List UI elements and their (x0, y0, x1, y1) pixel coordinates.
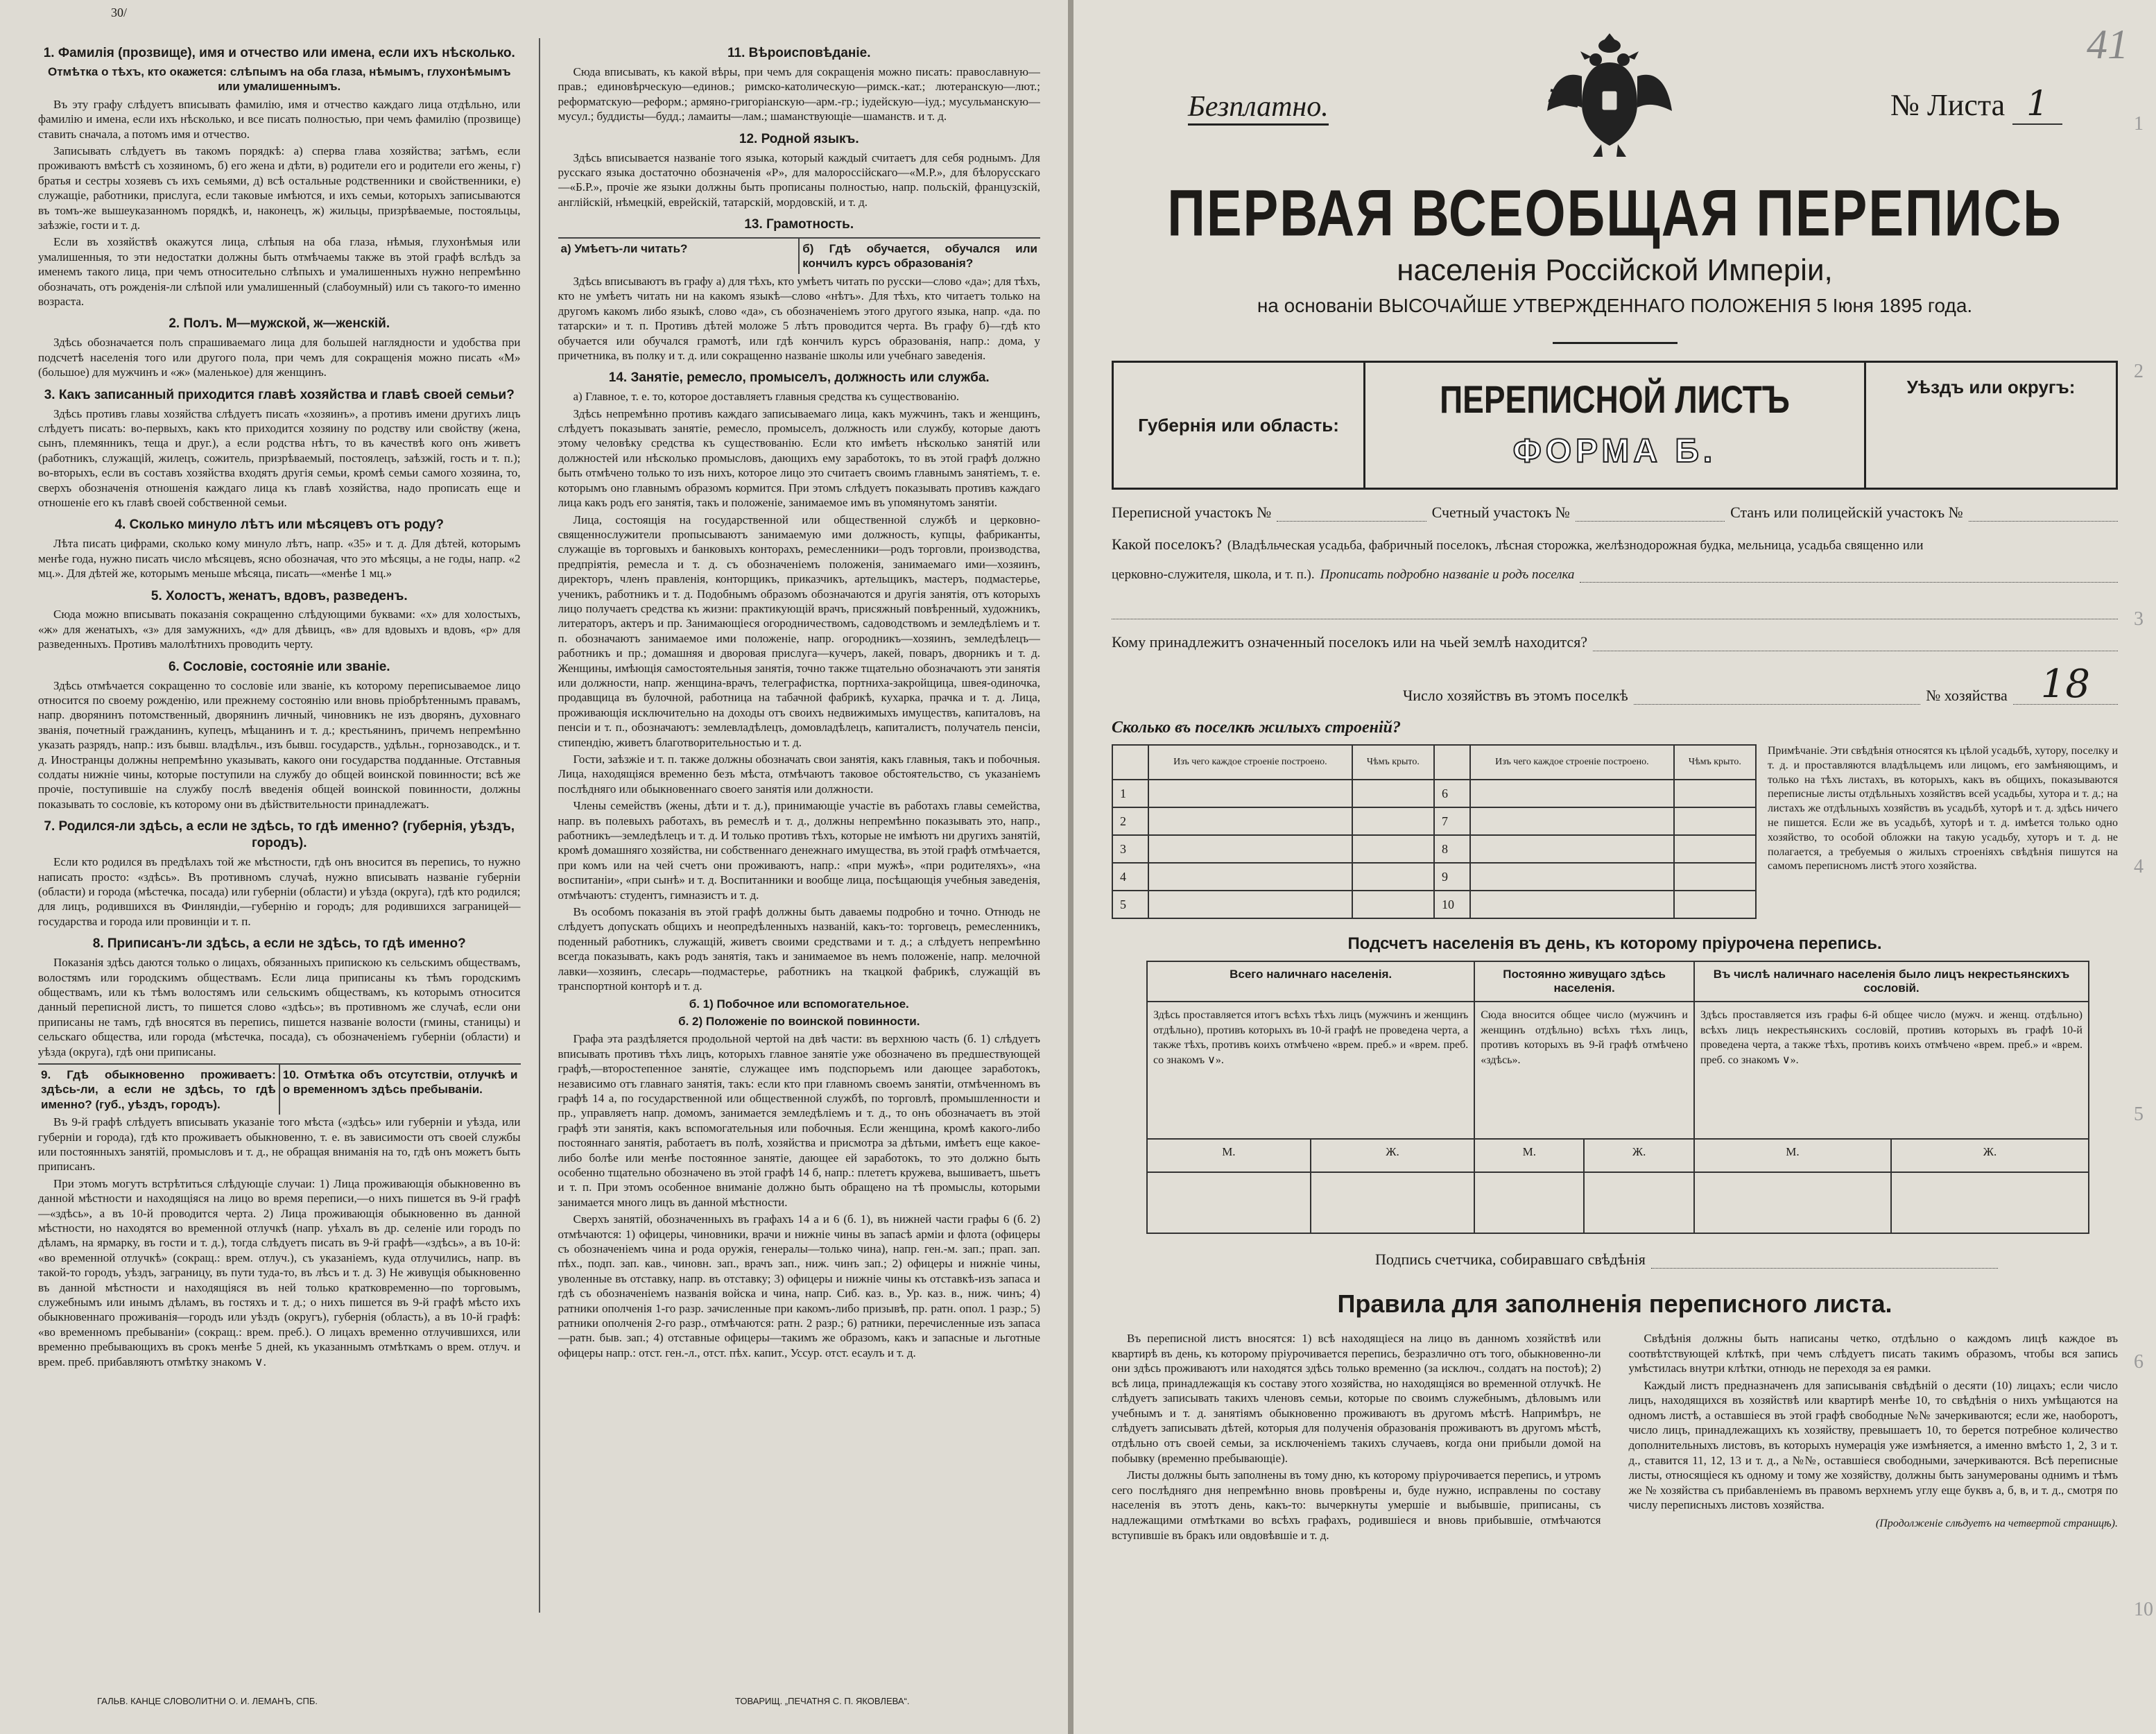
section-14-text: Здѣсь непремѣнно противъ каждаго записываемаго лица, какъ мужчинъ, такъ и женщинъ, слѣдуетъ показывать занятіе, ремесло, промыселъ, должность или службу, которые даютъ этому человѣку средства къ существованію. Если кто имѣетъ нѣсколько занятій или должностей или нѣсколько промысловъ, дающихъ ему заработокъ, то въ этой графѣ должно быть отмѣчено только то изъ нихъ, которое лицо это считаетъ своимъ главнымъ занятіемъ, т. е. которымъ оно главнымъ образомъ кормится. При этомъ слѣдуетъ показывать противъ каждаго лица какъ родъ его занятія, такъ и положеніе, занимаемое имъ въ упомянутомъ занятіи. (558, 406, 1040, 510)
table-row (1112, 835, 1756, 863)
rules-title: Правила для заполненія переписного листа. (1337, 1289, 1892, 1318)
form-id-box (1112, 361, 2118, 490)
sheet-number-value[interactable]: 1 (2012, 83, 2062, 125)
table-cell[interactable] (1352, 807, 1434, 835)
table-cell[interactable] (1470, 863, 1674, 891)
count-cell[interactable] (1147, 1172, 1311, 1233)
sheet-number (1890, 83, 2062, 123)
printer-footer-left: ГАЛЬВ. КАНЦЕ СЛОВОЛИТНИ О. И. ЛЕМАНЪ, СПБ. (97, 1696, 318, 1706)
settlement-instruction: Прописать подробно названіе и родъ поселка (1320, 567, 1575, 582)
form-header (1112, 28, 2118, 160)
form-subtitle: населенія Россійской Имперіи, (1397, 253, 1833, 287)
section-9-text: При этомъ могутъ встрѣтиться слѣдующіе случаи: 1) Лица проживающія обыкновенно въ данной мѣстности и находящіяся на лицо во время переписи,—о нихъ пишется въ 9-й графѣ—«здѣсь», а въ 10-й проводится черта. 2) Лица проживающія обыкновенно въ данной мѣстности, но находятся во временной отлучкѣ (напр. уѣхалъ въ др. селеніе или городъ по дѣламъ, на ярмарку, въ гости и т. д.), тогда слѣдуетъ писать въ 9-й графѣ—«здѣсь», а въ 10-й: «во временной отлучкѣ» (сокращ.: врем. отлуч.), съ указаніемъ, куда отлучились, напр. въ такой-то городъ, уѣздъ, заграницу, въ пути туда-то, въ лѣсъ и т. д. 3) Не живущія обыкновенно въ данной мѣстности и находящіяся въ ней только кратковременно—по торговымъ, служебнымъ или инымъ дѣламъ, въ гостяхъ и т. д.; о нихъ пишется въ 9-й графѣ мѣсто ихъ обыкновеннаго проживанія—городъ или уѣздъ (округъ), губернія (область), а въ 10-й графѣ: «во временномъ пребываніи» (сокращ.: врем. преб.). О лицахъ временно отлучившихся, или временно пребывающихъ въ срокъ менѣе 5 дней, къ указаннымъ отмѣткамъ о врем. отлуч. и врем. преб. прибавляютъ отмѣтку знакомъ ∨. (38, 1176, 521, 1368)
section-12-title: 12. Родной языкъ. (739, 131, 859, 146)
section-13-header (558, 237, 1041, 274)
row-number: 2 (1112, 807, 1148, 835)
non-peasant-desc: Здѣсь проставляется изъ графы 6-й общее число (мужч. и женщ. отдѣльно) всѣхъ лицъ некрестьянскихъ сословій, противъ которыхъ въ графѣ 10-й проведена черта, а также тѣхъ, противъ коихъ отмѣчено «врем. преб.» и «врем. преб. со знакомъ ∨». (1694, 1002, 2089, 1139)
table-cell[interactable] (1470, 807, 1674, 835)
row-number: 6 (1434, 780, 1470, 807)
section-14-text: а) Главное, т. е. то, которое доставляетъ главныя средства къ существованію. (573, 390, 960, 404)
margin-number: 5 (2134, 1104, 2144, 1126)
owner-line (1112, 633, 2118, 651)
section-10-title: 10. Отмѣтка объ отсутствіи, отлучкѣ и о временномъ здѣсь пребываніи. (282, 1067, 518, 1097)
population-count-title: Подсчетъ населенія въ день, къ которому пріурочена перепись. (1347, 934, 1882, 953)
count-cell[interactable] (1584, 1172, 1694, 1233)
form-title: ПЕРВАЯ ВСЕОБЩАЯ ПЕРЕПИСЬ (1167, 176, 2062, 250)
female-header: Ж. (1311, 1139, 1475, 1172)
section-6-text: Здѣсь отмѣчается сокращенно то сословіе или званіе, къ которому переписываемое лицо относится по своему рожденію, или прежнему состоянію или вновь пріобрѣтеннымъ правамъ, напр. дворянинъ потомственный, дворянинъ личный, чиновникъ не изъ дворянъ, духовнаго званія, почетный гражданинъ, купецъ, мѣщанинъ и т. д.; крестьянинъ, причемъ непремѣнно указать разрядъ, напр.: изъ бывш. владѣльч., изъ бывш. государств., удѣльн., горнозаводск., и т. д. Иностранцы должны непремѣнно указывать, какого они государства подданные. Отставныя солдаты нижніе чины, которые поступили на службу до общей воинской повинности; всѣ же прочіе, поступившіе на службу послѣ введенія общей воинской повинности, должны показывать то сословіе, къ которому они въ дѣйствительности принадлежатъ. (38, 678, 521, 811)
female-header: Ж. (1584, 1139, 1694, 1172)
count-cell[interactable] (1891, 1172, 2089, 1233)
police-district-field[interactable] (1969, 508, 2118, 522)
margin-number: 4 (2134, 855, 2144, 877)
row-number: 1 (1112, 780, 1148, 807)
sheet-number-label: № Листа (1890, 88, 2006, 122)
section-3-title: 3. Какъ записанный приходится главѣ хозяйства и главѣ своей семьи? (44, 387, 515, 402)
table-row (1112, 780, 1756, 807)
margin-numbers (2134, 0, 2153, 1734)
section-14-text: Сверхъ занятій, обозначенныхъ въ графахъ 14 а и 6 (б. 1), въ нижней части графы 6 (б. 2) отмѣчаются: 1) офицеры, чиновники, врачи и нижніе чины въ запасѣ арміи и флота (офицеры съ обозначеніемъ чина и рода оружія, генералы—только чина), напр. ген.-м. зап.; прап. зап. пѣх., подп. зап. кав., чиновн. зап., врачъ зап., ниж. чинъ зап.; 2) офицеры и нижніе чины, уволенные въ отставку, напр. въ отставку; 3) офицеры и нижніе чины къ отставкѣ-изъ запаса и гдѣ съ обозначеніемъ названія войска и чина, напр. Сиб. каз. в., Ур. каз. в., ниж. чинъ; 4) ратники ополченія 1-го разр. зачисленные при какомъ-либо призывѣ, пр. ратн. опол. 1 разр.; 5) ратники ополченія 2-го разр., отмѣчаются: ратн. 2 разр.; 6) ратники, перечисленные изъ запаса—ратн. быв. зап.; 4) отставные офицеры—такимъ же образомъ, какъ и запасные и льготные офицеры напр.: отст. ген.-л., отст. пѣх. капит., Уссур. отст. есаулъ и т. д. (558, 1212, 1040, 1359)
owner-label: Кому принадлежитъ означенный поселокъ или на чьей землѣ находится? (1112, 633, 1588, 651)
table-cell[interactable] (1148, 780, 1352, 807)
rule-paragraph: Въ переписной листъ вносятся: 1) всѣ находящіеся на лицо въ данномъ хозяйствѣ или квартирѣ въ день, къ которому пріурочивается перепись, безразлично отъ того, обыкновенно-ли они здѣсь проживаютъ или находятся здѣсь только временно (за исключ., солдатъ на постоѣ); 2) всѣ лица, принадлежащія къ составу этого хозяйства, но находящіяся во временной отлучкѣ. Не слѣдуетъ записывать такихъ членовъ семьи, которые по своимъ служебнымъ, дѣловымъ или учебнымъ и т. д. занятіямъ обыкновенно проживаютъ въ другомъ мѣстѣ. Напримѣръ, не слѣдуетъ записывать дѣтей, которыя для полученія образованія проживаютъ въ другомъ мѣстѣ, отдѣльно отъ своей семьи, за исключеніемъ такихъ случаевъ, когда они прибыли домой на побывку (временно пребывающіе). (1112, 1332, 1601, 1465)
permanent-residents-header: Постоянно живущаго здѣсь населенія. (1474, 961, 1694, 1002)
table-cell[interactable] (1148, 807, 1352, 835)
rules-column-2 (1629, 1331, 2119, 1545)
section-14-text: Лица, состоящія на государственной или общественной службѣ и церковно-священнослужители пропысываютъ занимаемую ими должность, купцы, фабриканты, служащіе въ торговыхъ и банковыхъ конторахъ, ремесленники—родъ торговли, производства, предпріятія, ремесла и т. д. съ обозначеніемъ положенія, занимаемаго ими—хозяинъ, директоръ, членъ правленія, конторщикъ, приказчикъ, артельщикъ, мастеръ, подмастерье, ученикъ, работникъ и т. д. Подобнымъ образомъ обозначаются и другія занятія, отъ которыхъ лицо получаетъ средства къ жизни: практикующій врачъ, присяжный повѣренный, художникъ, литераторъ, актеръ и пр. Занимающіеся огородничествомъ, садоводствомъ и земледѣліемъ и т. п. обозначаютъ занимаемое ими положеніе, напр. огородникъ—хозяинъ, земледѣлецъ—работникъ и пр.; домашняя и дворовая прислуга—кучеръ, лакей, поваръ, дворникъ и т. д. Женщины, имѣющія самостоятельныя занятія, точно также тщательно обозначаютъ эти занятія или должности, напр. женщина-врачъ, телеграфистка, портниха-закройщица, швея-одиночка, продавщица въ булочной, работница на табачной фабрикѣ, кухарка, прачка и т. д. Лица, проживающія исключительно на доходы отъ своихъ недвижимыхъ имуществъ, капиталовъ, на пенсіи и т. п., обозначаютъ: землевладѣлецъ, домовладѣлецъ, капиталистъ, получатель пенсіи, стипендію, живетъ благотворительностью и т. д. (558, 513, 1040, 749)
table-row (1112, 807, 1756, 835)
section-9-10-header (38, 1063, 521, 1115)
instructions-column-2 (558, 38, 1041, 1613)
bldg-roof-header: Чѣмъ крыто. (1674, 745, 1756, 780)
section-8-title: 8. Приписанъ-ли здѣсь, а если не здѣсь, то гдѣ именно? (92, 936, 466, 952)
count-district-field[interactable] (1576, 508, 1725, 522)
section-12-text: Здѣсь вписывается названіе того языка, который каждый считаетъ для себя роднымъ. Для русскаго языка достаточно обозначенія «Р», для малороссійскаго—«М.Р.», для бѣлорусскаго—«Б.Р.», прочіе же языки должны быть прописаны полностью, напр. польскій, французскій, англійскій, нѣмецкій, еврейскій, татарскій, мордовскій, и т. д. (558, 151, 1040, 209)
settlement-line (1112, 535, 2118, 553)
section-1-text: Записывать слѣдуетъ въ такомъ порядкѣ: а) сперва глава хозяйства; затѣмъ, если проживаютъ вмѣстѣ съ хозяиномъ, б) его жена и дѣти, в) родители его и родители его жены, г) братья и сестры хозяевъ съ ихъ семьями, д) всѣ остальные родственники и свойственники, е) служащіе, работники, прислуга, если таковые имѣются, и ихъ семьи, которыхъ записываются въ томъ-же вышеуказанномъ порядкѣ, и, наконецъ, ж) жильцы, призрѣваемые, постояльцы, заѣзжіе, гости и т. д. (38, 144, 521, 232)
row-number: 9 (1434, 863, 1470, 891)
section-2-title: 2. Полъ. М—мужской, ж—женскій. (169, 316, 390, 332)
settlement-field[interactable] (1580, 569, 2118, 583)
enumerator-signature (1375, 1251, 2118, 1269)
row-number: 5 (1112, 891, 1148, 918)
section-13-title: 13. Грамотность. (744, 217, 854, 232)
table-row (1112, 863, 1756, 891)
row-number: 8 (1434, 835, 1470, 863)
rules-column-1 (1112, 1331, 1601, 1545)
settlement-field-extra-line[interactable] (1112, 606, 2118, 619)
imperial-eagle-icon (1540, 21, 1679, 160)
total-present-header: Всего наличнаго населенія. (1147, 961, 1474, 1002)
table-cell[interactable] (1674, 835, 1756, 863)
households-count-field[interactable] (1634, 692, 1921, 705)
column-divider (539, 38, 540, 1613)
gubernia-field[interactable]: Губернія или область: (1114, 363, 1365, 488)
page-fold (1068, 0, 1073, 1734)
settlement-hint-2: церковно-служителя, школа, и т. п.). (1112, 567, 1315, 582)
section-1-title: 1. Фамилія (прозвище), имя и отчество или имена, если ихъ нѣсколько. (43, 46, 515, 60)
section-4-title: 4. Сколько минуло лѣтъ или мѣсяцевъ отъ роду? (114, 517, 445, 533)
row-number: 4 (1112, 863, 1148, 891)
section-5-text: Сюда можно вписывать показанія сокращенно слѣдующими буквами: «х» для холостыхъ, «ж» для женатыхъ, «з» для замужнихъ, «д» для дѣвицъ, «в» для вдовыхъ и вдовъ, «р» для разведенныхъ. Противъ малолѣтнихъ проводить черту. (38, 608, 521, 651)
section-13-text: Здѣсь вписываютъ въ графу а) для тѣхъ, кто умѣетъ читать по русски—слово «да»; для тѣхъ, кто не умѣетъ читать ни на какомъ языкѣ—слово «нѣтъ». Для тѣхъ, кто читаетъ только на другомъ какомъ либо языкѣ, слово «да», съ обозначеніемъ этого другого языка, напр. «да. по татарски» и т. п. Противъ дѣтей моложе 5 лѣтъ проводится черта. Въ графу б)—гдѣ кто обучается или обучался грамотѣ, или гдѣ кончилъ курсъ образованія, напр.: дома, у причетника, въ полку и т. д. или сокращенно названіе школы или учебнаго заведенія. (558, 274, 1040, 362)
section-9-text: Въ 9-й графѣ слѣдуетъ вписывать указаніе того мѣста («здѣсь» или губерніи и уѣзда, или губерніи и города), гдѣ кто проживаетъ обыкновенно, т. е. въ зависимости отъ своей службы или постоянныхъ занятій, промысловъ и т. д., не обращая вниманія на то, гдѣ онъ можетъ быть приписанъ. (38, 1115, 521, 1174)
census-district-label: Переписной участокъ № (1112, 504, 1272, 521)
section-8-text: Показанія здѣсь даются только о лицахъ, обязанныхъ припискою къ сельскимъ обществамъ, волостямъ или городскимъ обществамъ. Если лица приписаны къ тѣмъ городскимъ обществамъ, или къ тѣмъ волостямъ или сельскимъ обществамъ, къ которымъ относится данный переписной листъ, то пишется слово «здѣсь»; въ противномъ же случаѣ, если они приписаны не тамъ, гдѣ вносятся въ перепись, пишется названіе волости (гмины, станицы) и сельскаго общества, или города (мѣстечка, посада), съ обозначеніемъ губерніи (области) и уѣзда (округа), гдѣ они приписаны. (38, 956, 521, 1058)
rule-paragraph: Листы должны быть заполнены въ тому дню, къ которому пріурочивается перепись, и утромъ сего послѣдняго дня непремѣнно вновь провѣрены и, буде нужно, исправлены по составу населенія въ этотъ день, какъ-то: вычеркнуты умершіе и выбывшіе, приписаны, съ надлежащими отмѣтками во всѣхъ графахъ, родившіеся и вновь прибывшіе, отмѣчаются вступившіе въ бракъ или овдовѣвшіе и т. д. (1112, 1468, 1601, 1542)
table-cell[interactable] (1352, 835, 1434, 863)
corner-archive-mark: 41 (2087, 22, 2128, 67)
section-1-subtitle: Отмѣтка о тѣхъ, кто окажется: слѣпымъ на оба глаза, нѣмымъ, глухонѣмымъ или умалишеннымъ. (48, 65, 511, 94)
section-9-title: 9. Гдѣ обыкновенно проживаетъ: здѣсь-ли, а если не здѣсь, то гдѣ именно? (губ., уѣздъ, городъ). (38, 1065, 280, 1115)
section-14-text: Въ особомъ показанія въ этой графѣ должны быть даваемы подробно и точно. Отнюдь не слѣдуетъ допускать общихъ и неопредѣленныхъ названій, какъ-то: торговецъ, ремесленникъ, поденный работникъ, служащій, живетъ своими средствами и т. д.; а слѣдуетъ непремѣнно всегда показывать, какъ родъ занятія, такъ и занимаемое въ немъ положеніе, напр. мелочной лавки—хозяинъ, слесарь—подмастерье, работникъ на ткацкой фабрикѣ, служащій въ транспортной конторѣ и т. д. (558, 905, 1040, 993)
male-header: М. (1147, 1139, 1311, 1172)
table-cell[interactable] (1352, 891, 1434, 918)
section-7-text: Если кто родился въ предѣлахъ той же мѣстности, гдѣ онъ вносится въ перепись, то нужно написать просто: «здѣсь». Въ противномъ случаѣ, нужно вписывать названіе губерніи (области) и города (мѣстечка, посада) или губерніи (области) и уѣзда (округа), гдѣ кто родился; для лицъ, родившихся въ Финляндіи,—губернію и городъ; для родившихся заграницей—государства и города или провинціи и т. п. (38, 855, 521, 928)
female-header: Ж. (1891, 1139, 2089, 1172)
rules-text (1112, 1331, 2118, 1545)
settlement-line-2 (1112, 567, 2118, 583)
non-peasant-header: Въ числѣ наличнаго населенія было лицъ некрестьянскихъ сословій. (1694, 961, 2089, 1002)
table-cell[interactable] (1470, 891, 1674, 918)
total-present-desc: Здѣсь проставляется итогъ всѣхъ тѣхъ лицъ (мужчинъ и женщинъ отдѣльно), противъ которыхъ въ 10-й графѣ не проведена черта, а также тѣхъ, противъ коихъ отмѣчено «врем. преб.» и «врем. преб. со знакомъ ∨». (1147, 1002, 1474, 1139)
margin-number: 3 (2134, 608, 2144, 630)
row-number: 10 (1434, 891, 1470, 918)
margin-number: 1 (2134, 112, 2144, 135)
section-14-text: Члены семействъ (жены, дѣти и т. д.), принимающіе участіе въ работахъ главы семейства, напр. въ полевыхъ работахъ, въ ремеслѣ и т. д., должны непремѣнно показывать это, напр., работникъ—земледѣлецъ и т. д. И только противъ тѣхъ, которые не имѣютъ ни другихъ занятій, кромѣ домашняго хозяйства, ни собственнаго денежнаго имущества, въ этой графѣ отмѣчается, при комъ или на чей счетъ они проживаютъ, напр.: «при мужѣ», «при родителяхъ», «на воспитаніи», «при сынѣ» и т. д. Воспитанники и вообще лица, посѣщающія учебныя заведенія, отмѣчаютъ: студентъ, гимназистъ и т. д. (558, 799, 1040, 902)
buildings-title: Сколько въ поселкѣ жилыхъ строеній? (1112, 719, 1401, 737)
continuation-note: (Продолженіе слѣдуетъ на четвертой страницѣ). (1875, 1517, 2118, 1529)
rule-paragraph: Каждый листъ предназначенъ для записыванія свѣдѣній о десяти (10) лицахъ; если число лицъ, находящихся въ хозяйствѣ или квартирѣ менѣе 10, то свѣдѣнія о нихъ умѣщаются на одномъ листѣ, а оставшіеся въ этой графѣ свободные №№ зачеркиваются; если же, наоборотъ, число лицъ, принадлежащихъ къ хозяйству, превышаетъ 10, то берется потребное количество дополнительныхъ листовъ, въ которыхъ нумерація уже измѣняется, а именно вмѣсто 1, 2, 3 и т. д., ставится 11, 12, 13 и т. д., а №№, оставшіеся свободными, зачеркиваются. Всѣ переписные листы, относящіеся къ одному и тому же хозяйству, должны быть занумерованы однимъ и тѣмъ же № хозяйства съ прибавленіемъ въ правомъ верхнемъ углу еще буквъ а, б, в, и т. д., смотря по числу переписныхъ листовъ хозяйства. (1628, 1378, 2118, 1512)
section-14-title: 14. Занятіе, ремесло, промыселъ, должность или служба. (608, 370, 990, 386)
section-5-title: 5. Холостъ, женатъ, вдовъ, разведенъ. (150, 588, 408, 603)
margin-number: 6 (2134, 1351, 2144, 1373)
section-4-text: Лѣта писать цифрами, сколько кому минуло лѣтъ, напр. «35» и т. д. Для дѣтей, которымъ менѣе года, нужно писать число мѣсяцевъ, ясно обозначая, что это мѣсяцы, а не годы, напр. «2 мц.». Для дѣтей же, которымъ меньше мѣсяца, писать—«менѣе 1 мц.» (38, 537, 521, 581)
count-district-label: Счетный участокъ № (1431, 504, 1570, 521)
section-13b-title: б) Гдѣ обучается, обучался или кончилъ курсъ образованія? (802, 242, 1037, 271)
section-14b2-title: б. 2) Положеніе по воинской повинности. (678, 1014, 920, 1028)
census-district-field[interactable] (1277, 508, 1426, 522)
section-14b1-title: б. 1) Побочное или вспомогательное. (689, 997, 909, 1011)
table-cell[interactable] (1470, 835, 1674, 863)
row-number: 3 (1112, 835, 1148, 863)
table-cell[interactable] (1674, 807, 1756, 835)
section-7-title: 7. Родился-ли здѣсь, а если не здѣсь, то гдѣ именно? (губернія, уѣздъ, городъ). (44, 819, 515, 851)
section-11-title: 11. Вѣроисповѣданіе. (727, 46, 871, 60)
form-basis: на основаніи ВЫСОЧАЙШЕ УТВЕРЖДЕННАГО ПОЛОЖЕНІЯ 5 Іюня 1895 года. (1257, 295, 1973, 316)
buildings-section (1112, 744, 2118, 919)
section-1-text: Если въ хозяйствѣ окажутся лица, слѣпыя на оба глаза, нѣмыя, глухонѣмыя или умалишенныя, то эти недостатки должны быть отмѣчаемы также въ этой графѣ вслѣдъ за именемъ такого лица, при чемъ относительно слѣпыхъ и умалишенныхъ нужно непремѣнно обозначать, отъ рожденія-ли слѣпой или умалишенный (слабоумный) или съ такого-то именно возраста. (38, 235, 521, 309)
section-3-text: Здѣсь противъ главы хозяйства слѣдуетъ писать «хозяинъ», а противъ имени другихъ лицъ слѣдуетъ писать: во-первыхъ, какъ кто приходится хозяину по родству или свойству (жена, сынъ, племянникъ, теща и друг.), а если родства нѣтъ, то въ качествѣ кого онъ живетъ (работникъ, служащій, жилецъ, сожитель, призрѣваемый, постоялецъ, заѣзжій, гость и т. п.); во-вторыхъ, если въ составъ хозяйства входятъ другія семьи, кромѣ семьи самого хозяина, то, сверхъ обозначенія отношенія каждаго лица къ главѣ хозяйства, надо прописать еще и отношеніе его къ главѣ своей собственной семьи. (38, 406, 521, 509)
table-row (1112, 891, 1756, 918)
count-cell[interactable] (1311, 1172, 1475, 1233)
section-1-text: Въ эту графу слѣдуетъ вписывать фамилію, имя и отчество каждаго лица отдѣльно, или фамилію и имена, если ихъ нѣсколько, и все писать полностью, при чемъ фамилію (прозвище) ставить сначала, а потомъ имя и отчество. (38, 97, 521, 141)
section-14-text: Гости, заѣзжіе и т. п. также должны обозначать свои занятія, какъ главныя, такъ и побочныя. Лица, находящіяся временно безъ мѣста, отмѣчаютъ таковое обстоятельство, съ указаніемъ послѣдняго или обыкновеннаго своего занятія или должности. (558, 753, 1040, 796)
table-cell[interactable] (1148, 891, 1352, 918)
page-mark: 30/ (111, 6, 128, 19)
owner-field[interactable] (1593, 638, 2118, 651)
rule-paragraph: Свѣдѣнія должны быть написаны четко, отдѣльно о каждомъ лицѣ каждое въ соотвѣтствующей клѣткѣ, при чемъ слѣдуетъ писать такимъ образомъ, чтобы вся запись умѣстилась внутри клѣтки, отнюдь не переходя за ея рамки. (1628, 1332, 2118, 1375)
settlement-label: Какой поселокъ? (1112, 535, 1222, 553)
settlement-hint: (Владѣльческая усадьба, фабричный поселокъ, лѣсная сторожка, желѣзнодорожная будка, мельница, усадьба священно или (1227, 538, 1924, 553)
population-count-table (1146, 961, 2089, 1234)
margin-number: 2 (2134, 360, 2144, 382)
table-cell[interactable] (1352, 863, 1434, 891)
divider-rule (1553, 342, 1678, 344)
form-type-title: ПЕРЕПИСНОЙ ЛИСТЪ (1440, 377, 1790, 421)
table-cell[interactable] (1352, 780, 1434, 807)
form-type (1365, 363, 1866, 488)
district-line (1112, 504, 2118, 522)
section-13a-title: а) Умѣетъ-ли читать? (558, 239, 800, 274)
table-cell[interactable] (1148, 863, 1352, 891)
settlement-field-extra (1112, 606, 2118, 619)
police-district-label: Станъ или полицейскій участокъ № (1730, 504, 1963, 521)
count-cell[interactable] (1474, 1172, 1584, 1233)
table-cell[interactable] (1674, 780, 1756, 807)
table-cell[interactable] (1674, 863, 1756, 891)
form-type-subtitle: ФОРМА Б. (1512, 432, 1717, 470)
section-2-text: Здѣсь обозначается полъ спрашиваемаго лица для большей наглядности и удобства при подсчетѣ населенія того или другого пола, при чемъ для сокращенія можно писать «М» (большое) для мужчинъ и «ж» (маленькое) для женщинъ. (38, 336, 521, 379)
permanent-residents-desc: Сюда вносится общее число (мужчинъ и женщинъ отдѣльно) всѣхъ тѣхъ лицъ, противъ которыхъ въ 9-й графѣ отмѣчено «здѣсь». (1474, 1002, 1694, 1139)
table-cell[interactable] (1470, 780, 1674, 807)
table-cell[interactable] (1148, 835, 1352, 863)
section-11-text: Сюда вписывать, къ какой вѣры, при чемъ для сокращенія можно писать: православную—прав.; единовѣрческую—единов.; римско-католическую—римск.-кат.; лютеранскую—лют.; реформатскую—реформ.; армяно-григоріанскую—арм.-гр.; іудейскую—іуд.; мусульманскую—мусул.; буддисты—будд.; ламаиты—лам.; шаманствующіе—шаманств. и т. д. (558, 65, 1040, 123)
buildings-note: Примѣчаніе. Эти свѣдѣнія относятся къ цѣлой усадьбѣ, хутору, поселку и т. д. и проставляются владѣльцемъ или лицомъ, его замѣняющимъ, и только на тѣхъ листахъ, въ которыхъ, какъ въ общихъ, показываются переписные листы отдѣльныхъ хозяйствъ всей усадьбы, хутора и т. д.; на листахъ же отдѣльныхъ хозяйствъ въ усадьбѣ, хуторѣ и т. д. здѣсь ничего не пишется. Если же въ усадьбѣ, хуторѣ и т. д. имѣется только одно хозяйство, то особой обложки на такую усадьбу, хуторъ и т. д. не полагается, а требуемыя о жилыхъ строеніяхъ свѣдѣнія пишутся на самомъ переписномъ листѣ этого хозяйства. (1768, 745, 2119, 873)
table-cell[interactable] (1674, 891, 1756, 918)
section-6-title: 6. Сословіе, состояніе или званіе. (168, 659, 390, 674)
printer-footer-right: ТОВАРИЩ. „ПЕЧАТНЯ С. П. ЯКОВЛЕВА“. (735, 1696, 910, 1706)
household-number-value[interactable]: 18 (2013, 665, 2118, 705)
instructions-page (0, 0, 1068, 1734)
census-form-page (1073, 0, 2156, 1734)
bldg-roof-header: Чѣмъ крыто. (1352, 745, 1434, 780)
section-14-text: Графа эта раздѣляется продольной чертой на двѣ части: въ верхнюю часть (б. 1) слѣдуетъ вписывать противъ тѣхъ лицъ, которыхъ главное занятіе уже обозначено въ предшествующей графѣ,—второстепенное занятіе, служащее имъ подспорьемъ или дающее заработокъ, независимо отъ главнаго занятія, такъ: если кто при главномъ своемъ занятіи, отмѣченномъ въ графѣ 14 а, по государственной или общественной службѣ, по торговлѣ, промышленности и пр., управляетъ напр. домомъ, занимается земледѣліемъ и т. д., то онъ обозначаетъ въ этой графѣ эти занятія, какъ вспомогательныя или побочныя. Если женщина, кромѣ какого-либо постояннаго занятія, работаетъ въ полѣ, хозяйства и присмотра за дѣтьми, имѣетъ еще какое-либо болѣе или менѣе постоянное занятіе, дающее ей заработокъ, то это должно быть особенно тщательно обозначено въ этой графѣ 14 б, напр.: плететъ кружева, вышиваетъ, шьетъ и т. п. При этомъ особенное вниманіе должно быть обращено на тѣ промыслы, которыми занимается много лицъ въ данной мѣстности. (558, 1032, 1040, 1209)
free-label: Безплатно. (1188, 90, 1329, 126)
row-number: 7 (1434, 807, 1470, 835)
count-cell[interactable] (1694, 1172, 1891, 1233)
household-number-label: № хозяйства (1926, 687, 2008, 704)
male-header: М. (1474, 1139, 1584, 1172)
margin-number: 10 (2134, 1599, 2153, 1621)
instructions-column-1 (38, 38, 521, 1613)
male-header: М. (1694, 1139, 1891, 1172)
households-count-label: Число хозяйствъ въ этомъ поселкѣ (1403, 687, 1628, 704)
households-line (1112, 662, 2118, 707)
bldg-material-header: Изъ чего каждое строеніе построено. (1470, 745, 1674, 780)
signature-field[interactable] (1651, 1251, 1998, 1269)
uezd-field[interactable]: Уѣздъ или округъ: (1906, 377, 2076, 397)
signature-label: Подпись счетчика, собиравшаго свѣдѣнія (1375, 1251, 1646, 1268)
buildings-table (1112, 744, 1757, 919)
bldg-material-header: Изъ чего каждое строеніе построено. (1148, 745, 1352, 780)
